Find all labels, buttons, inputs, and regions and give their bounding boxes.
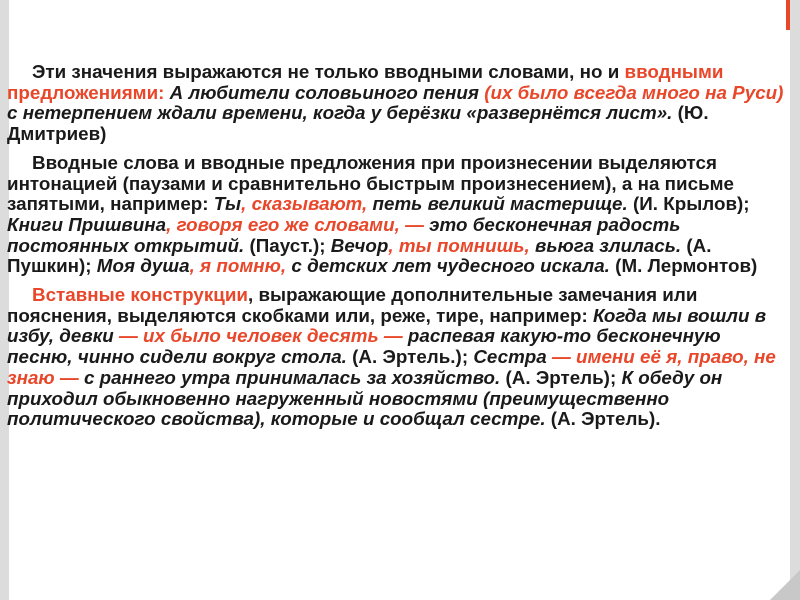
text-segment: (их было всегда много на Руси) xyxy=(484,81,784,103)
text-segment: с раннего утра принималась за хозяйство. xyxy=(78,366,501,388)
text-segment: это бесконечная радость постоянных открытий. xyxy=(7,213,681,256)
text-segment: — их было человек десять — xyxy=(118,325,403,347)
text-segment: распевая какую-то бесконечную песню, чинно сидели вокруг стола. xyxy=(7,325,721,368)
slide-body-text xyxy=(7,62,787,438)
paragraph-introductory-sentences xyxy=(7,62,787,145)
bottom-corner-fold xyxy=(770,570,800,600)
text-segment: Эти значения выражаются не только вводными словами, но и xyxy=(32,61,625,82)
text-segment: Моя душа xyxy=(96,255,190,277)
text-segment: (А. Эртель). xyxy=(545,408,661,430)
text-segment: — имени её я, право, не знаю — xyxy=(7,346,776,388)
text-segment: А любители соловьиного пения xyxy=(164,81,485,103)
corner-accent-mark xyxy=(786,0,790,30)
text-segment: Вводные слова и вводные предложения при произнесении выделяются интонацией (паузами и сравнительно быстрым произнесением), а на письме запятыми, например: xyxy=(7,151,735,215)
text-segment: с детских лет чудесного искала. xyxy=(286,255,610,277)
text-segment: вводными предложениями: xyxy=(7,61,724,103)
text-segment: (Пауст.); xyxy=(244,234,331,256)
text-segment: Сестра xyxy=(473,346,553,368)
text-segment: К обеду он приходил обыкновенно нагруженный новостями (преимущественно политического свойства), которые и сообщал сестре. xyxy=(7,366,723,430)
text-segment: (Ю. Дмитриев) xyxy=(7,102,709,145)
text-segment: (М. Лермонтов) xyxy=(609,255,758,277)
text-segment: Ты xyxy=(213,193,242,215)
text-segment: (А. Пушкин); xyxy=(7,234,712,277)
text-segment: Вечор xyxy=(330,234,389,256)
right-decorative-strip xyxy=(790,0,800,600)
text-segment: (И. Крылов); xyxy=(627,193,750,215)
text-segment: , я помню, xyxy=(189,255,287,277)
text-segment: вьюга злилась. xyxy=(529,234,682,256)
text-segment: Вставные конструкции xyxy=(32,284,248,306)
text-segment: петь великий мастерище. xyxy=(367,193,628,215)
text-segment: Книги Пришвина xyxy=(7,213,167,235)
text-segment: , ты помнишь, xyxy=(388,234,530,256)
text-segment: , говоря его же словами, — xyxy=(166,213,424,235)
text-segment: , сказывают, xyxy=(241,193,368,215)
text-segment: (А. Эртель); xyxy=(500,366,622,388)
paragraph-inserted-constructions xyxy=(7,285,787,430)
text-segment: Когда мы вошли в избу, девки xyxy=(7,304,767,347)
paragraph-intonation-punctuation xyxy=(7,153,787,277)
text-segment: с нетерпением ждали времени, когда у берёзки «развернётся лист». xyxy=(7,102,673,124)
text-segment: (А. Эртель.); xyxy=(346,346,474,368)
text-segment: , выражающие дополнительные замечания или пояснения, выделяются скобками или, реже, тире, например: xyxy=(7,284,698,326)
